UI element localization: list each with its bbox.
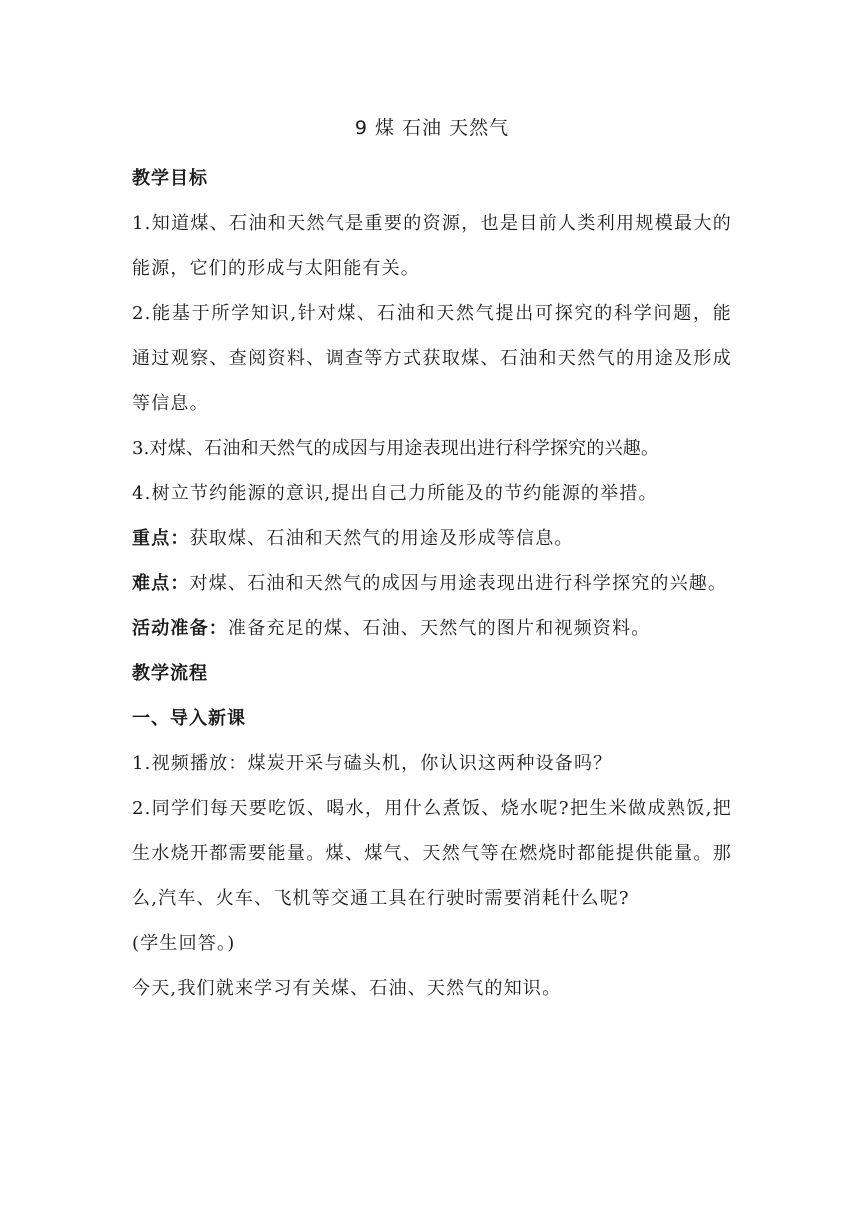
objective-item-2: 2.能基于所学知识,针对煤、石油和天然气提出可探究的科学问题，能通过观察、查阅资料、调查等方式获取煤、石油和天然气的用途及形成等信息。 bbox=[132, 303, 732, 414]
section1-paragraph-2: 2.同学们每天要吃饭、喝水，用什么煮饭、烧水呢?把生米做成熟饭,把生水烧开都需要能量。煤、煤气、天然气等在燃烧时都能提供能量。那么,汽车、火车、飞机等交通工具在行驶时需要消耗什么呢? bbox=[132, 798, 732, 909]
document-page bbox=[132, 112, 732, 1011]
objective-item-3: 3.对煤、石油和天然气的成因与用途表现出进行科学探究的兴趣。 bbox=[132, 438, 660, 459]
objectives-heading: 教学目标 bbox=[132, 168, 208, 189]
section1-paragraph-3: (学生回答。) bbox=[132, 933, 236, 954]
preparation-label: 活动准备： bbox=[132, 618, 228, 639]
process-heading: 教学流程 bbox=[132, 663, 208, 684]
section1-heading: 一、导入新课 bbox=[132, 708, 246, 729]
section1-paragraph-1: 1.视频播放：煤炭开采与磕头机，你认识这两种设备吗？ bbox=[132, 753, 613, 774]
difficulty-label: 难点： bbox=[132, 573, 190, 594]
section1-paragraph-4: 今天,我们就来学习有关煤、石油、天然气的知识。 bbox=[132, 978, 562, 999]
key-point-text: 获取煤、石油和天然气的用途及形成等信息。 bbox=[189, 528, 574, 549]
key-point bbox=[132, 516, 732, 561]
difficulty bbox=[132, 561, 732, 606]
preparation bbox=[132, 606, 732, 651]
difficulty-text: 对煤、石油和天然气的成因与用途表现出进行科学探究的兴趣。 bbox=[189, 573, 728, 594]
document-title: 9 煤 石油 天然气 bbox=[354, 117, 510, 139]
objective-item-1: 1.知道煤、石油和天然气是重要的资源，也是目前人类利用规模最大的能源，它们的形成与太阳能有关。 bbox=[132, 213, 732, 279]
preparation-text: 准备充足的煤、石油、天然气的图片和视频资料。 bbox=[228, 618, 651, 639]
key-point-label: 重点： bbox=[132, 528, 190, 549]
objective-item-4: 4.树立节约能源的意识,提出自己力所能及的节约能源的举措。 bbox=[132, 483, 658, 504]
